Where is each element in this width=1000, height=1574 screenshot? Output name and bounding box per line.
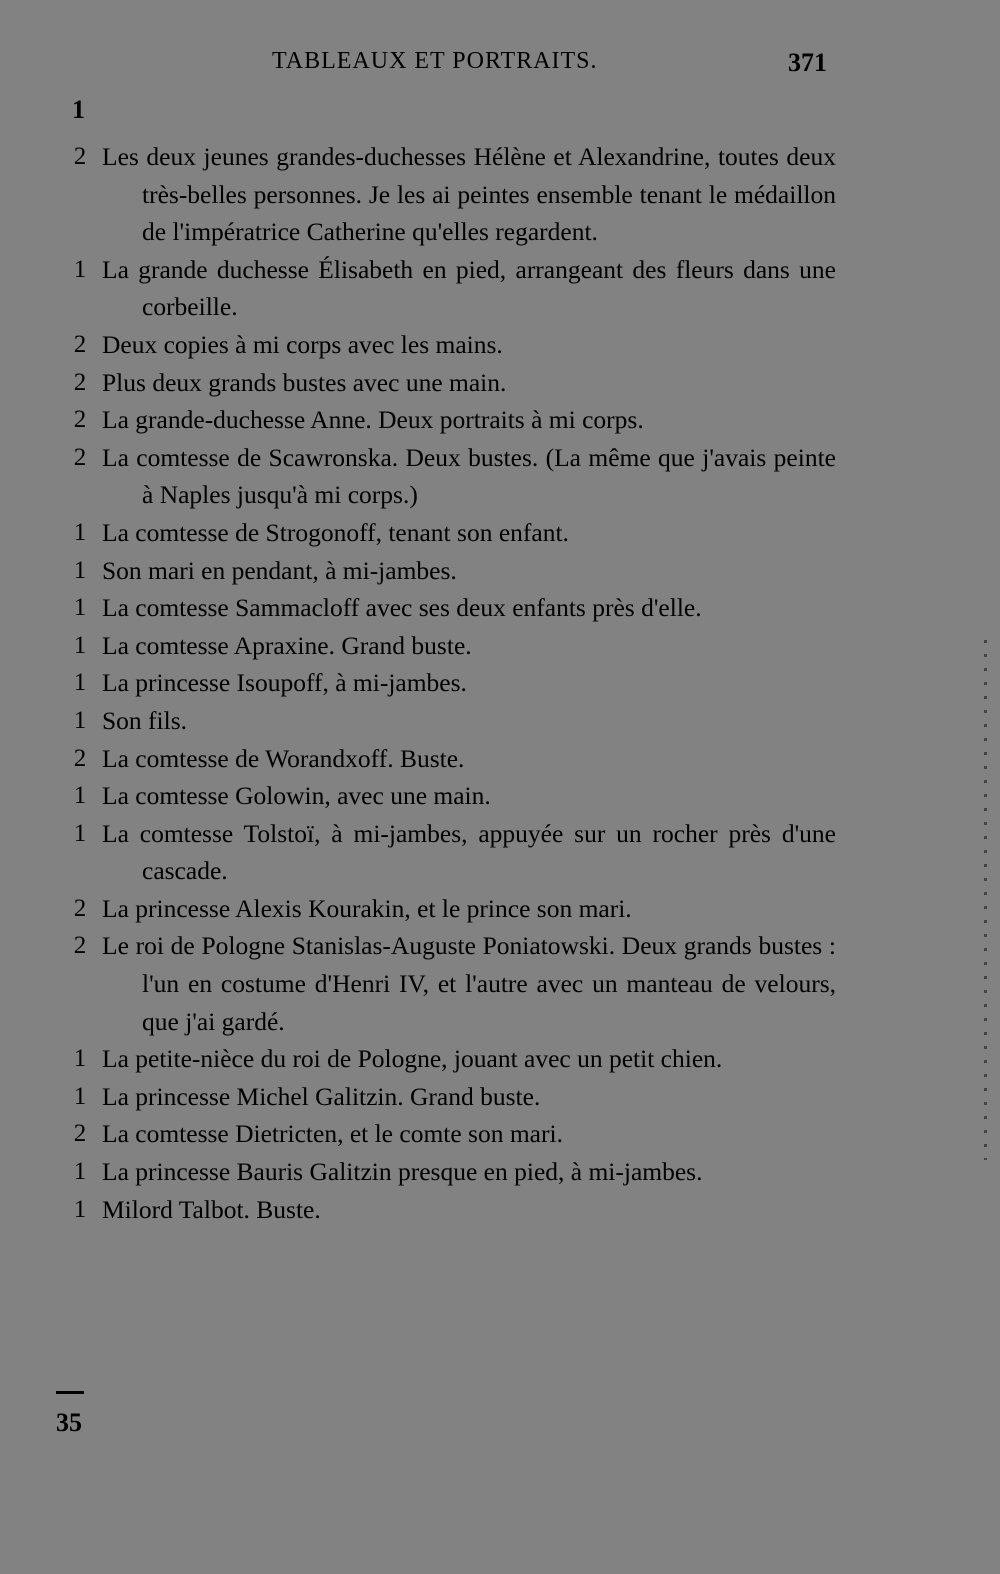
item-quantity: 1 [73,1045,87,1073]
page-edge-noise [984,640,987,1160]
list-item [0,552,1000,590]
item-description: La petite-nièce du roi de Pologne, jouant avec un petit chien. [102,1044,723,1074]
item-description: Son fils. [102,705,188,735]
item-quantity: 1 [73,631,87,659]
list-item [0,364,1000,402]
list-item [0,664,1000,702]
item-quantity: 1 [73,1158,87,1186]
running-title: TABLEAUX ET PORTRAITS. [272,48,598,74]
list-item [0,251,1000,326]
list-item [0,401,1000,439]
item-description: La comtesse Apraxine. Grand buste. [102,630,472,660]
item-quantity: 1 [73,782,87,810]
item-quantity: 1 [73,819,87,847]
item-quantity: 2 [73,932,87,960]
item-quantity: 1 [73,255,87,283]
total-count: 35 [56,1408,82,1437]
list-item [0,1078,1000,1116]
item-description: La comtesse Tolstoï, à mi-jambes, appuyée sur un rocher près d'une cascade. [102,818,836,886]
item-description: La comtesse de Strogonoff, tenant son enfant. [102,517,569,547]
list-item [0,927,1000,1040]
page-number: 371 [788,48,827,77]
sum-rule [56,1391,84,1394]
item-description: La princesse Alexis Kourakin, et le prince son mari. [102,893,632,923]
item-description: La princesse Isoupoff, à mi-jambes. [102,668,467,698]
item-quantity: 2 [73,894,87,922]
item-description: La comtesse Golowin, avec une main. [102,781,491,811]
list-item [0,702,1000,740]
item-description: Son mari en pendant, à mi-jambes. [102,555,457,585]
item-description: La comtesse de Worandxoff. Buste. [102,743,465,773]
list-item [0,740,1000,778]
list-item [0,514,1000,552]
item-quantity: 1 [73,594,87,622]
list-item [0,777,1000,815]
item-description: La princesse Bauris Galitzin presque en pied, à mi-jambes. [102,1157,703,1187]
portrait-list [0,138,1000,1228]
list-item [0,627,1000,665]
list-item [0,1040,1000,1078]
item-description: Les deux jeunes grandes-duchesses Hélène et Alexandrine, toutes deux très-belles personnes. Je les ai peintes ensemble tenant le médaillon de l'impératrice Catherine qu'elles regardent. [102,142,836,247]
item-description: La princesse Michel Galitzin. Grand buste. [102,1081,541,1111]
item-quantity: 2 [73,443,87,471]
item-quantity: 2 [73,330,87,358]
list-item [0,138,1000,251]
item-description: La comtesse Dietricten, et le comte son mari. [102,1119,563,1149]
item-description: La grande-duchesse Anne. Deux portraits à mi corps. [102,405,644,435]
carried-count: 1 [72,95,85,124]
list-item [0,589,1000,627]
item-description: La comtesse Sammacloff avec ses deux enfants près d'elle. [102,593,702,623]
item-quantity: 1 [73,706,87,734]
item-quantity: 1 [73,669,87,697]
item-description: La comtesse de Scawronska. Deux bustes. (La même que j'avais peinte à Naples jusqu'à mi corps.) [102,442,836,510]
item-quantity: 2 [73,744,87,772]
list-item [0,1115,1000,1153]
item-description: Milord Talbot. Buste. [102,1194,321,1224]
item-quantity: 1 [73,1082,87,1110]
item-quantity: 2 [73,1120,87,1148]
item-description: Deux copies à mi corps avec les mains. [102,329,503,359]
item-description: Plus deux grands bustes avec une main. [102,367,507,397]
list-item [0,1191,1000,1229]
item-description: La grande duchesse Élisabeth en pied, arrangeant des fleurs dans une corbeille. [102,254,836,322]
list-item [0,439,1000,514]
item-quantity: 2 [73,406,87,434]
list-item [0,1153,1000,1191]
running-head [0,48,1000,84]
list-item [0,326,1000,364]
item-quantity: 1 [73,518,87,546]
item-quantity: 1 [73,1195,87,1223]
item-quantity: 2 [73,143,87,170]
list-item [0,890,1000,928]
item-quantity: 1 [73,556,87,584]
list-item [0,815,1000,890]
item-description: Le roi de Pologne Stanislas-Auguste Poniatowski. Deux grands bustes : l'un en costume d'Henri IV, et l'autre avec un manteau de velours, que j'ai gardé. [102,931,836,1036]
item-quantity: 2 [73,368,87,396]
